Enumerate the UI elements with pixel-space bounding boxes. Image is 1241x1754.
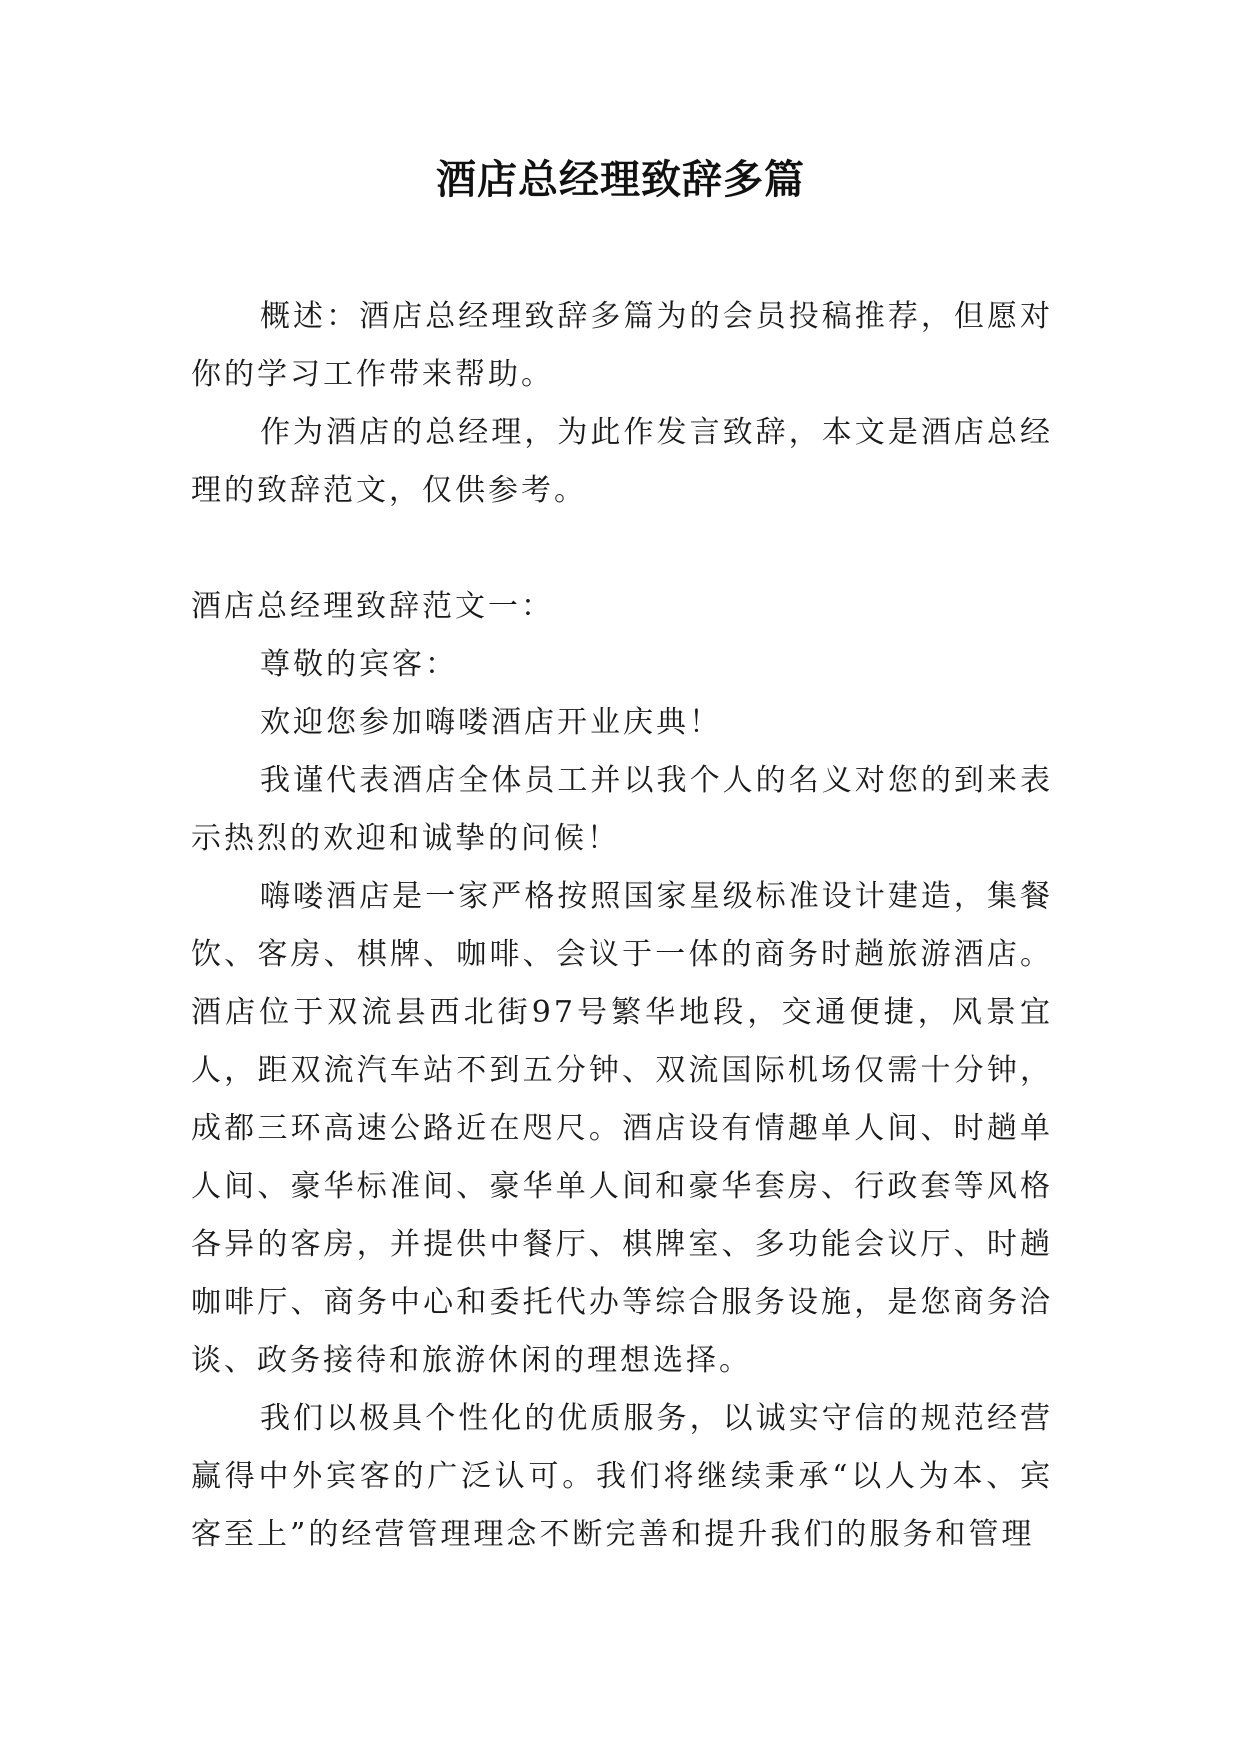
service-paragraph: 我们以极具个性化的优质服务，以诚实守信的规范经营赢得中外宾客的广泛认可。我们将继续秉承“以人为本、宾客至上”的经营管理理念不断完善和提升我们的服务和管理 (191, 1401, 1053, 1552)
section-heading: 酒店总经理致辞范文一： (191, 589, 554, 624)
greeting-paragraph: 我谨代表酒店全体员工并以我个人的名义对您的到来表示热烈的欢迎和诚挚的问候！ (191, 763, 1053, 856)
welcome-paragraph: 欢迎您参加嗨喽酒店开业庆典！ (260, 705, 722, 740)
summary-paragraph: 概述：酒店总经理致辞多篇为的会员投稿推荐，但愿对你的学习工作带来帮助。 (191, 299, 1053, 392)
document-title: 酒店总经理致辞多篇 (436, 156, 805, 203)
document-body (191, 288, 1053, 1564)
intro-paragraph: 作为酒店的总经理，为此作发言致辞，本文是酒店总经理的致辞范文，仅供参考。 (191, 415, 1053, 508)
hotel-description-paragraph: 嗨喽酒店是一家严格按照国家星级标准设计建造，集餐饮、客房、棋牌、咖啡、会议于一体的商务时趟旅游酒店。酒店位于双流县西北街97号繁华地段，交通便捷，风景宜人，距双流汽车站不到五分钟、双流国际机场仅需十分钟，成都三环高速公路近在咫尺。酒店设有情趣单人间、时趟单人间、豪华标准间、豪华单人间和豪华套房、行政套等风格各异的客房，并提供中餐厅、棋牌室、多功能会议厅、时趟咖啡厅、商务中心和委托代办等综合服务设施，是您商务洽谈、政务接待和旅游休闲的理想选择。 (191, 879, 1053, 1378)
salutation: 尊敬的宾客： (260, 647, 458, 682)
paragraph-spacer (191, 520, 1053, 578)
